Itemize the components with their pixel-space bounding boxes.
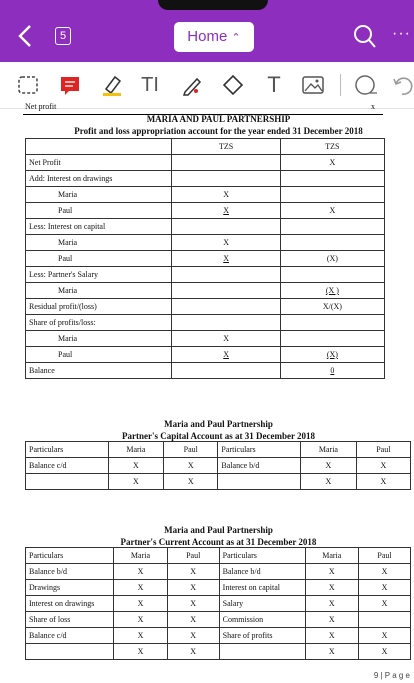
capital-header-cell: Paul — [356, 442, 410, 458]
table-cell: X — [114, 596, 167, 612]
table-row — [26, 580, 411, 596]
table-cell: X — [358, 644, 410, 660]
row-col1 — [172, 363, 280, 379]
table-cell: Balance c/d — [26, 458, 109, 474]
more-options-icon[interactable]: ··· — [392, 25, 411, 42]
row-col2 — [280, 331, 384, 347]
pen-icon[interactable] — [180, 72, 204, 98]
table-cell: X — [305, 628, 358, 644]
shape-icon[interactable] — [352, 72, 378, 98]
row-col2 — [280, 219, 384, 235]
table-row — [26, 628, 411, 644]
table-row — [26, 596, 411, 612]
table-cell: Share of profits — [219, 628, 305, 644]
row-label: Maria — [26, 331, 172, 347]
table-row — [26, 171, 385, 187]
app-header — [0, 14, 414, 62]
table-row — [26, 203, 385, 219]
row-label: Maria — [26, 187, 172, 203]
table-cell: Interest on drawings — [26, 596, 114, 612]
table-cell: Balance b/d — [219, 564, 305, 580]
table-row — [26, 458, 411, 474]
table-cell: X — [305, 580, 358, 596]
row-col1: X — [172, 331, 280, 347]
pl-header-row — [26, 139, 385, 155]
table-cell: X — [301, 458, 356, 474]
drawing-toolbar — [0, 62, 414, 109]
row-col2 — [280, 187, 384, 203]
table-row — [26, 267, 385, 283]
row-col2 — [280, 171, 384, 187]
image-icon[interactable] — [300, 72, 326, 98]
capital-header-cell: Particulars — [218, 442, 301, 458]
row-label: Balance — [26, 363, 172, 379]
capital-header-cell: Particulars — [26, 442, 109, 458]
table-row — [26, 187, 385, 203]
table-cell: X — [114, 644, 167, 660]
table-cell: X — [164, 458, 218, 474]
row-label: Share of profits/loss: — [26, 315, 172, 331]
current-table — [25, 547, 411, 660]
current-header-cell: Particulars — [26, 548, 114, 564]
search-icon — [352, 22, 378, 50]
table-cell: X — [305, 644, 358, 660]
row-col1 — [172, 299, 280, 315]
table-cell: X — [114, 564, 167, 580]
capital-header-cell: Maria — [108, 442, 163, 458]
table-row — [26, 299, 385, 315]
row-col1: X — [172, 203, 280, 219]
undo-icon[interactable] — [392, 72, 414, 98]
cut-x: x — [371, 102, 375, 111]
cut-text: Net profit — [25, 102, 57, 111]
table-row — [26, 155, 385, 171]
pl-header-label — [26, 139, 172, 155]
table-cell: X — [114, 612, 167, 628]
search-button[interactable] — [352, 22, 378, 50]
table-row — [26, 219, 385, 235]
row-label: Paul — [26, 347, 172, 363]
home-label: Home — [187, 28, 228, 45]
pl-header-col2: TZS — [280, 139, 384, 155]
row-col2 — [280, 235, 384, 251]
pl-table — [25, 138, 385, 379]
eraser-icon[interactable] — [221, 72, 245, 98]
chevron-left-icon — [14, 22, 38, 50]
page-number: 9 | P a g e — [373, 671, 410, 680]
table-cell: X — [164, 474, 218, 490]
row-col1 — [172, 315, 280, 331]
row-col1 — [172, 155, 280, 171]
current-header-cell: Particulars — [219, 548, 305, 564]
row-col2: X — [280, 203, 384, 219]
text-tool-label: T — [267, 72, 281, 97]
table-cell — [358, 612, 410, 628]
table-cell: X — [358, 580, 410, 596]
capital-table — [25, 441, 411, 490]
table-cell: X — [358, 628, 410, 644]
pl-title: MARIA AND PAUL PARTNERSHIP — [146, 114, 291, 124]
capital-header-row — [26, 442, 411, 458]
table-row — [26, 315, 385, 331]
table-cell — [26, 474, 109, 490]
sticky-note-icon[interactable] — [58, 72, 82, 98]
row-col2: X/(X) — [280, 299, 384, 315]
row-col2: 0 — [280, 363, 384, 379]
current-header-cell: Maria — [305, 548, 358, 564]
table-cell — [219, 644, 305, 660]
table-cell: X — [356, 458, 410, 474]
current-subtitle: Partner's Current Account as at 31 December 2018 — [120, 537, 317, 547]
table-cell: Balance b/d — [26, 564, 114, 580]
table-row — [26, 363, 385, 379]
pl-subtitle: Profit and loss appropriation account for the year ended 31 December 2018 — [74, 126, 363, 136]
capital-subtitle: Partner's Capital Account as at 31 December 2018 — [121, 431, 316, 441]
row-col1 — [172, 283, 280, 299]
row-col1 — [172, 219, 280, 235]
row-label: Paul — [26, 203, 172, 219]
page-count-badge[interactable]: 5 — [55, 27, 71, 45]
table-row — [26, 347, 385, 363]
current-header-cell: Paul — [358, 548, 410, 564]
row-col2 — [280, 267, 384, 283]
row-label: Maria — [26, 235, 172, 251]
document-page — [23, 102, 414, 683]
row-col2: (X ) — [280, 283, 384, 299]
row-label: Add: Interest on drawings — [26, 171, 172, 187]
highlighter-icon[interactable] — [99, 72, 125, 98]
pl-header-col1: TZS — [172, 139, 280, 155]
table-cell: X — [167, 580, 219, 596]
table-cell: X — [167, 628, 219, 644]
capital-header-cell: Paul — [164, 442, 218, 458]
row-label: Residual profit/(loss) — [26, 299, 172, 315]
home-button[interactable] — [174, 22, 254, 52]
row-label: Paul — [26, 251, 172, 267]
row-label: Less: Partner's Salary — [26, 267, 172, 283]
table-row — [26, 564, 411, 580]
table-cell: X — [114, 628, 167, 644]
row-label: Net Profit — [26, 155, 172, 171]
row-col1: X — [172, 251, 280, 267]
capital-title: Maria and Paul Partnership — [164, 419, 273, 429]
table-cell: X — [167, 612, 219, 628]
row-col2: (X) — [280, 347, 384, 363]
table-cell — [218, 474, 301, 490]
row-col1 — [172, 171, 280, 187]
table-cell: Balance b/d — [218, 458, 301, 474]
row-col1: X — [172, 347, 280, 363]
table-cell: Drawings — [26, 580, 114, 596]
table-cell: Balance c/d — [26, 628, 114, 644]
row-col1: X — [172, 187, 280, 203]
table-cell: X — [305, 564, 358, 580]
table-cell: X — [167, 644, 219, 660]
table-cell: Salary — [219, 596, 305, 612]
table-cell: X — [356, 474, 410, 490]
select-icon[interactable] — [16, 72, 40, 98]
table-cell: X — [108, 474, 163, 490]
table-cell: X — [114, 580, 167, 596]
back-button[interactable] — [14, 22, 38, 50]
table-cell: X — [305, 596, 358, 612]
row-col2: X — [280, 155, 384, 171]
table-cell: X — [108, 458, 163, 474]
camera-notch — [158, 0, 268, 10]
row-col1 — [172, 267, 280, 283]
current-header-cell: Maria — [114, 548, 167, 564]
text-icon[interactable] — [262, 72, 286, 98]
row-col2 — [280, 315, 384, 331]
row-col1: X — [172, 235, 280, 251]
row-label: Less: Interest on capital — [26, 219, 172, 235]
table-cell: X — [167, 564, 219, 580]
table-row — [26, 235, 385, 251]
table-cell: Commission — [219, 612, 305, 628]
current-title: Maria and Paul Partnership — [164, 525, 273, 535]
toolbar-divider — [338, 72, 342, 98]
table-cell — [26, 644, 114, 660]
table-cell: Interest on capital — [219, 580, 305, 596]
capital-header-cell: Maria — [301, 442, 356, 458]
table-row — [26, 644, 411, 660]
table-row — [26, 331, 385, 347]
current-header-cell: Paul — [167, 548, 219, 564]
text-format-label: TI — [141, 73, 159, 96]
text-format-icon[interactable] — [137, 72, 163, 98]
row-label: Maria — [26, 283, 172, 299]
table-cell: X — [301, 474, 356, 490]
table-cell: Share of loss — [26, 612, 114, 628]
table-row — [26, 251, 385, 267]
table-row — [26, 474, 411, 490]
row-col2: (X) — [280, 251, 384, 267]
table-cell: X — [358, 596, 410, 612]
current-header-row — [26, 548, 411, 564]
table-row — [26, 612, 411, 628]
chevron-updown-icon: ⌃ — [231, 32, 241, 44]
status-bar — [0, 0, 414, 14]
table-cell: X — [305, 612, 358, 628]
table-cell: X — [358, 564, 410, 580]
table-row — [26, 283, 385, 299]
table-cell: X — [167, 596, 219, 612]
